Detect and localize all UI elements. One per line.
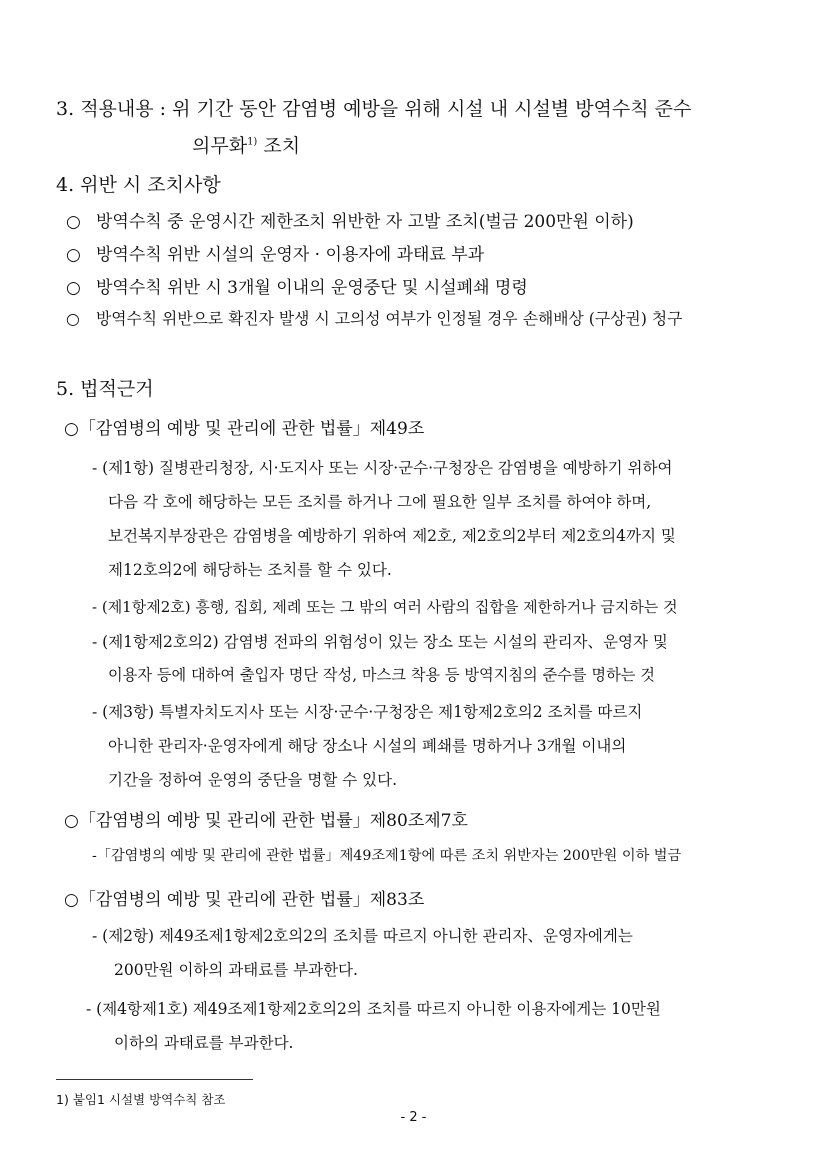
section4-item-text: 방역수칙 위반으로 확진자 발생 시 고의성 여부가 인정될 경우 손해배상 (구상권) 청구 (96, 309, 683, 328)
page-number: - 2 - (400, 1110, 427, 1125)
law3-p1-line: - (제2항) 제49조제1항제2호의2의 조치를 따르지 아니한 관리자、운영자에게는 (92, 927, 633, 945)
footnote: 1) 붙임1 시설별 방역수칙 참조 (56, 1092, 226, 1107)
footnote-ref[interactable]: 1) (247, 136, 258, 148)
bullet-icon: ○ (66, 278, 81, 298)
law1-p4-line: 기간을 정하여 운영의 중단을 명할 수 있다. (108, 771, 398, 789)
section4-item (66, 306, 682, 329)
law1-p3-line: 이용자 등에 대하여 출입자 명단 작성, 마스크 착용 등 방역지침의 준수를 명하는 것 (108, 666, 655, 684)
section4-title: 4. 위반 시 조치사항 (56, 174, 221, 196)
bullet-icon: ○ (66, 245, 81, 265)
section4-item-text: 방역수칙 중 운영시간 제한조치 위반한 자 고발 조치(벌금 200만원 이하) (96, 212, 634, 232)
section3-text2-end: 조치 (263, 135, 301, 157)
law3-p2-line: 이하의 과태료를 부과한다. (114, 1034, 294, 1052)
section3-text2: 의무화 (192, 135, 248, 157)
section4-item (66, 207, 634, 232)
section4-item-text: 방역수칙 위반 시설의 운영자 · 이용자에 과태료 부과 (96, 245, 485, 265)
law2-heading: ○「감염병의 예방 및 관리에 관한 법률」제80조제7호 (64, 811, 468, 831)
section4-item (66, 273, 528, 298)
law1-p2: - (제1항제2호) 흥행, 집회, 제례 또는 그 밖의 여러 사람의 집합을 제한하거나 금지하는 것 (92, 598, 678, 616)
law1-p4-line: 아니한 관리자·운영자에게 해당 장소나 시설의 폐쇄를 명하거나 3개월 이내의 (108, 737, 627, 755)
law3-p1-line: 200만원 이하의 과태료를 부과한다. (114, 961, 358, 979)
bullet-icon: ○ (66, 212, 81, 232)
law3-heading: ○「감염병의 예방 및 관리에 관한 법률」제83조 (64, 890, 425, 910)
section3-number: 3. (56, 98, 75, 120)
law1-p1-line: 다음 각 호에 해당하는 모든 조치를 하거나 그에 필요한 일부 조치를 하여야 하며, (108, 493, 652, 511)
law1-p1-line: - (제1항) 질병관리청장, 시·도지사 또는 시장·군수·구청장은 감염병을 예방하기 위하여 (92, 459, 673, 477)
section3-line2 (192, 131, 300, 158)
law1-p4-line: - (제3항) 특별자치도지사 또는 시장·군수·구청장은 제1항제2호의2 조치를 따르지 (92, 703, 643, 721)
law1-p3-line: - (제1항제2호의2) 감염병 전파의 위험성이 있는 장소 또는 시설의 관리자、운영자 및 (92, 633, 668, 651)
section5-title: 5. 법적근거 (56, 378, 154, 400)
section4-item-text: 방역수칙 위반 시 3개월 이내의 운영중단 및 시설폐쇄 명령 (96, 278, 528, 298)
law1-heading: ○「감염병의 예방 및 관리에 관한 법률」제49조 (64, 419, 425, 439)
bullet-icon: ○ (66, 309, 80, 328)
section3-label: 적용내용 (80, 98, 154, 120)
section3-line1 (56, 94, 691, 121)
section3-text1: 위 기간 동안 감염병 예방을 위해 시설 내 시설별 방역수칙 준수 (172, 98, 692, 120)
law1-p1-line: 보건복지부장관은 감염병을 예방하기 위하여 제2호, 제2호의2부터 제2호의4까지 및 (108, 527, 676, 545)
law3-p2-line: - (제4항제1호) 제49조제1항제2호의2의 조치를 따르지 아니한 이용자에게는 10만원 (86, 1000, 661, 1018)
footnote-divider (56, 1079, 253, 1080)
law2-p1: -「감염병의 예방 및 관리에 관한 법률」제49조제1항에 따른 조치 위반자는 200만원 이하 벌금 (92, 848, 682, 864)
law1-p1-line: 제12호의2에 해당하는 조치를 할 수 있다. (108, 561, 392, 579)
section3-colon: : (159, 98, 167, 120)
section4-item (66, 240, 484, 265)
